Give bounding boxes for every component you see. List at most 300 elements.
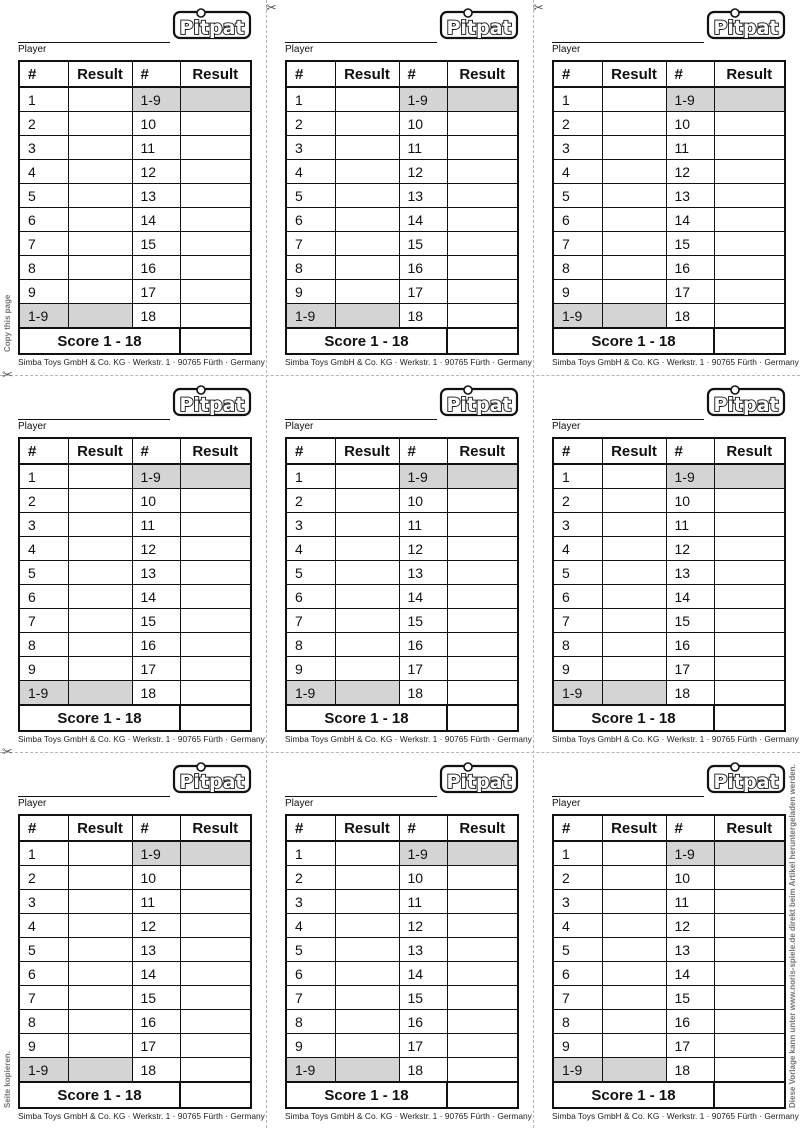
hole-number-left: 5: [286, 561, 335, 585]
result-cell-right[interactable]: [180, 136, 251, 160]
result-cell-right[interactable]: [447, 962, 518, 986]
table-row: [19, 537, 251, 561]
result-cell-left[interactable]: [335, 513, 399, 537]
result-cell-left[interactable]: [602, 160, 666, 184]
result-cell-left[interactable]: [602, 841, 666, 866]
player-name-line[interactable]: [18, 419, 170, 420]
header-result-1: Result: [602, 815, 666, 841]
header-row: [286, 61, 518, 87]
result-cell-left[interactable]: [68, 232, 132, 256]
result-cell-left[interactable]: [335, 537, 399, 561]
hole-number-right: 15: [132, 986, 180, 1010]
result-cell-left[interactable]: [335, 280, 399, 304]
result-cell-left[interactable]: [335, 866, 399, 890]
result-cell-right[interactable]: [447, 160, 518, 184]
table-row: [19, 1034, 251, 1058]
result-cell-right[interactable]: [447, 866, 518, 890]
hole-number-right: 13: [399, 561, 447, 585]
table-row: [286, 208, 518, 232]
result-cell-left[interactable]: [68, 938, 132, 962]
player-label: Player: [552, 798, 581, 809]
result-cell-right[interactable]: [180, 561, 251, 585]
result-cell-right[interactable]: [447, 280, 518, 304]
logo-text: Pitpat: [713, 17, 779, 39]
table-row: [286, 184, 518, 208]
hole-number-left: 1: [553, 87, 602, 112]
table-row: [286, 890, 518, 914]
result-cell-right[interactable]: [180, 280, 251, 304]
hole-number-right: 18: [399, 1058, 447, 1083]
result-cell-right[interactable]: [180, 208, 251, 232]
result-cell-right[interactable]: [447, 914, 518, 938]
header-result-1: Result: [335, 61, 399, 87]
pitpat-logo: [439, 8, 519, 42]
result-cell-left[interactable]: [602, 609, 666, 633]
result-cell-left[interactable]: [602, 585, 666, 609]
result-cell-left[interactable]: [335, 609, 399, 633]
result-cell-right[interactable]: [447, 609, 518, 633]
player-label: Player: [285, 798, 314, 809]
hole-number-right: 11: [132, 136, 180, 160]
result-cell-right[interactable]: [180, 112, 251, 136]
hole-number-left: 8: [19, 1010, 68, 1034]
result-cell-right[interactable]: [447, 986, 518, 1010]
result-cell-right[interactable]: [714, 489, 785, 513]
result-cell-right[interactable]: [180, 1058, 251, 1083]
result-cell-left[interactable]: [602, 513, 666, 537]
table-row: [553, 232, 785, 256]
result-cell-left[interactable]: [335, 489, 399, 513]
result-cell-right[interactable]: [447, 208, 518, 232]
hole-number-left: 4: [286, 914, 335, 938]
header-hole-2: #: [666, 61, 714, 87]
hole-number-left: 4: [553, 160, 602, 184]
hole-number-left: 3: [553, 513, 602, 537]
total-label: Score 1 - 18: [553, 1082, 714, 1108]
result-cell-right[interactable]: [180, 938, 251, 962]
total-result-cell[interactable]: [180, 1082, 251, 1108]
hole-number-right: 18: [132, 304, 180, 329]
result-cell-left[interactable]: [602, 232, 666, 256]
result-cell-right[interactable]: [447, 136, 518, 160]
result-cell-right[interactable]: [180, 256, 251, 280]
result-cell-right[interactable]: [180, 160, 251, 184]
result-cell-left[interactable]: [68, 280, 132, 304]
total-result-cell[interactable]: [714, 705, 785, 731]
result-cell-right[interactable]: [714, 681, 785, 706]
result-cell-right[interactable]: [180, 962, 251, 986]
table-row: [286, 87, 518, 112]
hole-number-right: 11: [666, 136, 714, 160]
result-cell-right[interactable]: [447, 938, 518, 962]
result-cell-right[interactable]: [714, 160, 785, 184]
player-name-line[interactable]: [285, 42, 437, 43]
result-cell-left[interactable]: [68, 914, 132, 938]
result-cell-left[interactable]: [68, 633, 132, 657]
logo-text: Pitpat: [713, 771, 779, 793]
table-row: [19, 681, 251, 706]
hole-number-right: 10: [399, 489, 447, 513]
header-hole-1: #: [553, 61, 602, 87]
result-cell-right[interactable]: [447, 112, 518, 136]
header-result-1: Result: [335, 815, 399, 841]
score-card-7: [18, 754, 265, 1124]
table-row: [553, 1010, 785, 1034]
hole-number-left: 6: [19, 962, 68, 986]
result-cell-left[interactable]: [602, 657, 666, 681]
result-cell-left[interactable]: [602, 280, 666, 304]
result-cell-left[interactable]: [335, 232, 399, 256]
result-cell-right[interactable]: [447, 1058, 518, 1083]
result-cell-left[interactable]: [68, 136, 132, 160]
result-cell-right[interactable]: [447, 561, 518, 585]
result-cell-right[interactable]: [447, 304, 518, 329]
result-cell-right[interactable]: [714, 184, 785, 208]
result-cell-left[interactable]: [335, 208, 399, 232]
hole-number-left: 7: [553, 986, 602, 1010]
result-cell-right: [447, 841, 518, 866]
pitpat-logo: [706, 385, 786, 419]
hole-number-right: 10: [666, 489, 714, 513]
result-cell-left[interactable]: [335, 561, 399, 585]
result-cell-left[interactable]: [68, 841, 132, 866]
table-row: [286, 866, 518, 890]
result-cell-left[interactable]: [68, 657, 132, 681]
result-cell-right[interactable]: [447, 890, 518, 914]
result-cell-left[interactable]: [335, 184, 399, 208]
result-cell-left[interactable]: [68, 464, 132, 489]
result-cell-left[interactable]: [602, 866, 666, 890]
result-cell-left[interactable]: [602, 537, 666, 561]
result-cell-left[interactable]: [68, 208, 132, 232]
result-cell-left[interactable]: [602, 1010, 666, 1034]
hole-number-left: 6: [19, 208, 68, 232]
result-cell-left[interactable]: [602, 890, 666, 914]
result-cell-right[interactable]: [447, 184, 518, 208]
player-name-line[interactable]: [18, 42, 170, 43]
table-row: [553, 208, 785, 232]
result-cell-right[interactable]: [714, 256, 785, 280]
hole-number-left: 8: [553, 1010, 602, 1034]
result-cell-left[interactable]: [68, 513, 132, 537]
hole-number-right: 16: [132, 256, 180, 280]
result-cell-right[interactable]: [180, 914, 251, 938]
result-cell-right[interactable]: [180, 681, 251, 706]
result-cell-left[interactable]: [602, 986, 666, 1010]
result-cell-left[interactable]: [68, 866, 132, 890]
table-row: [553, 184, 785, 208]
result-cell-left[interactable]: [335, 986, 399, 1010]
result-cell-left[interactable]: [68, 537, 132, 561]
result-cell-left[interactable]: [602, 112, 666, 136]
hole-number-left: 1: [286, 87, 335, 112]
result-cell-left[interactable]: [602, 208, 666, 232]
result-cell-left[interactable]: [68, 986, 132, 1010]
table-row: [553, 681, 785, 706]
header-hole-1: #: [553, 815, 602, 841]
result-cell-right[interactable]: [714, 232, 785, 256]
table-row: [19, 986, 251, 1010]
result-cell-left[interactable]: [335, 914, 399, 938]
result-cell-left[interactable]: [602, 464, 666, 489]
total-row: [286, 328, 518, 354]
result-cell-right[interactable]: [180, 537, 251, 561]
result-cell-right[interactable]: [447, 1010, 518, 1034]
result-cell-left[interactable]: [335, 112, 399, 136]
result-cell-left[interactable]: [68, 112, 132, 136]
result-cell-left[interactable]: [68, 1010, 132, 1034]
result-cell-right[interactable]: [447, 633, 518, 657]
result-cell-right[interactable]: [714, 136, 785, 160]
table-row: [553, 112, 785, 136]
total-row: [553, 328, 785, 354]
hole-number-right: 14: [132, 585, 180, 609]
hole-number-left: 4: [19, 160, 68, 184]
footer-address: Simba Toys GmbH & Co. KG · Werkstr. 1 · 90765 Fürth · Germany: [285, 357, 532, 367]
total-row: [553, 1082, 785, 1108]
hole-number-left: 1-9: [286, 681, 335, 706]
result-cell-left[interactable]: [335, 136, 399, 160]
result-cell-left: [602, 1058, 666, 1083]
hole-number-right: 11: [666, 890, 714, 914]
result-cell-left[interactable]: [602, 87, 666, 112]
result-cell-right[interactable]: [714, 609, 785, 633]
result-cell-right[interactable]: [180, 609, 251, 633]
table-row: [286, 489, 518, 513]
table-row: [286, 633, 518, 657]
hole-number-right: 12: [132, 160, 180, 184]
result-cell-left[interactable]: [602, 136, 666, 160]
hole-number-right: 11: [132, 513, 180, 537]
result-cell-right[interactable]: [447, 489, 518, 513]
result-cell-right[interactable]: [714, 914, 785, 938]
result-cell-left[interactable]: [68, 561, 132, 585]
result-cell-left[interactable]: [602, 1034, 666, 1058]
table-row: [286, 1058, 518, 1083]
result-cell-left[interactable]: [335, 1034, 399, 1058]
header-result-1: Result: [602, 438, 666, 464]
header-hole-2: #: [132, 61, 180, 87]
score-table: [552, 814, 786, 1109]
result-cell-right[interactable]: [447, 232, 518, 256]
header-hole-2: #: [399, 438, 447, 464]
result-cell-left[interactable]: [602, 633, 666, 657]
hole-number-left: 1: [19, 841, 68, 866]
result-cell-right[interactable]: [180, 866, 251, 890]
hole-number-right: 14: [399, 585, 447, 609]
result-cell-left[interactable]: [335, 1010, 399, 1034]
result-cell-right: [180, 841, 251, 866]
table-row: [19, 208, 251, 232]
result-cell-left[interactable]: [602, 561, 666, 585]
result-cell-left[interactable]: [335, 633, 399, 657]
hole-number-right: 13: [132, 561, 180, 585]
result-cell-right: [447, 87, 518, 112]
score-table: [285, 437, 519, 732]
result-cell-right[interactable]: [447, 537, 518, 561]
result-cell-left[interactable]: [335, 841, 399, 866]
total-result-cell[interactable]: [447, 705, 518, 731]
hole-number-left: 9: [19, 280, 68, 304]
total-result-cell[interactable]: [180, 705, 251, 731]
table-row: [286, 561, 518, 585]
result-cell-left[interactable]: [602, 489, 666, 513]
result-cell-right[interactable]: [447, 1034, 518, 1058]
total-label: Score 1 - 18: [19, 1082, 180, 1108]
logo-text: Pitpat: [179, 771, 245, 793]
result-cell-left[interactable]: [335, 962, 399, 986]
footer-address: Simba Toys GmbH & Co. KG · Werkstr. 1 · 90765 Fürth · Germany: [18, 357, 265, 367]
result-cell-right[interactable]: [714, 1010, 785, 1034]
total-label: Score 1 - 18: [19, 328, 180, 354]
player-name-line[interactable]: [552, 796, 704, 797]
result-cell-right[interactable]: [447, 681, 518, 706]
hole-number-left: 7: [19, 986, 68, 1010]
result-cell-right[interactable]: [714, 657, 785, 681]
result-cell-left[interactable]: [335, 160, 399, 184]
header-result-2: Result: [714, 438, 785, 464]
result-cell-left[interactable]: [68, 87, 132, 112]
result-cell-right[interactable]: [180, 657, 251, 681]
result-cell-right[interactable]: [714, 585, 785, 609]
hole-number-right: 17: [399, 1034, 447, 1058]
result-cell-left[interactable]: [602, 184, 666, 208]
hole-number-right: 17: [666, 657, 714, 681]
result-cell-right[interactable]: [714, 561, 785, 585]
hole-number-left: 2: [286, 489, 335, 513]
result-cell-left[interactable]: [68, 184, 132, 208]
table-row: [553, 537, 785, 561]
pitpat-logo-icon: [441, 9, 517, 39]
result-cell-right[interactable]: [714, 280, 785, 304]
result-cell-right[interactable]: [714, 537, 785, 561]
result-cell-right[interactable]: [180, 304, 251, 329]
result-cell-left[interactable]: [68, 489, 132, 513]
player-label: Player: [18, 798, 47, 809]
hole-number-right: 17: [132, 1034, 180, 1058]
result-cell-right[interactable]: [714, 938, 785, 962]
table-row: [553, 609, 785, 633]
result-cell-right[interactable]: [714, 633, 785, 657]
result-cell-left[interactable]: [335, 464, 399, 489]
result-cell-right[interactable]: [180, 1034, 251, 1058]
pitpat-logo-icon: [174, 9, 250, 39]
result-cell-left: [335, 304, 399, 329]
result-cell-right[interactable]: [180, 585, 251, 609]
result-cell-left[interactable]: [68, 1034, 132, 1058]
result-cell-right[interactable]: [714, 1058, 785, 1083]
hole-number-right: 10: [132, 866, 180, 890]
table-row: [553, 890, 785, 914]
player-name-line[interactable]: [18, 796, 170, 797]
hole-number-left: 3: [286, 136, 335, 160]
result-cell-right[interactable]: [180, 489, 251, 513]
table-row: [286, 609, 518, 633]
result-cell-right[interactable]: [447, 256, 518, 280]
score-card-5: [285, 377, 532, 747]
cut-guide-vertical-2: [533, 0, 534, 1128]
table-row: [286, 232, 518, 256]
result-cell-left[interactable]: [68, 585, 132, 609]
result-cell-right: [180, 87, 251, 112]
total-result-cell[interactable]: [447, 328, 518, 354]
pitpat-logo-icon: [708, 763, 784, 793]
result-cell-right[interactable]: [714, 112, 785, 136]
score-table: [285, 60, 519, 355]
result-cell-right[interactable]: [714, 866, 785, 890]
result-cell-left[interactable]: [68, 160, 132, 184]
table-row: [19, 464, 251, 489]
total-result-cell[interactable]: [447, 1082, 518, 1108]
result-cell-right[interactable]: [180, 232, 251, 256]
result-cell-left[interactable]: [68, 609, 132, 633]
total-row: [286, 1082, 518, 1108]
hole-number-left: 5: [19, 561, 68, 585]
result-cell-right[interactable]: [180, 513, 251, 537]
player-name-line[interactable]: [285, 419, 437, 420]
result-cell-right[interactable]: [714, 986, 785, 1010]
result-cell-right[interactable]: [447, 513, 518, 537]
result-cell-right[interactable]: [447, 657, 518, 681]
hole-number-right: 12: [666, 160, 714, 184]
result-cell-right[interactable]: [714, 208, 785, 232]
result-cell-left[interactable]: [335, 657, 399, 681]
hole-number-left: 2: [19, 489, 68, 513]
player-name-line[interactable]: [552, 42, 704, 43]
result-cell-right[interactable]: [180, 1010, 251, 1034]
result-cell-right[interactable]: [180, 184, 251, 208]
table-row: [286, 537, 518, 561]
hole-number-right: 15: [666, 232, 714, 256]
result-cell-right[interactable]: [180, 633, 251, 657]
result-cell-right[interactable]: [447, 585, 518, 609]
table-row: [286, 280, 518, 304]
result-cell-left[interactable]: [68, 256, 132, 280]
total-result-cell[interactable]: [180, 328, 251, 354]
hole-number-right: 12: [132, 914, 180, 938]
total-result-cell[interactable]: [714, 328, 785, 354]
hole-number-right: 18: [399, 681, 447, 706]
result-cell-left[interactable]: [602, 938, 666, 962]
player-name-line[interactable]: [552, 419, 704, 420]
header-row: [553, 438, 785, 464]
result-cell-left[interactable]: [602, 914, 666, 938]
result-cell-left[interactable]: [68, 890, 132, 914]
player-name-line[interactable]: [285, 796, 437, 797]
hole-number-right: 15: [132, 609, 180, 633]
result-cell-right[interactable]: [714, 513, 785, 537]
result-cell-left[interactable]: [335, 938, 399, 962]
result-cell-right[interactable]: [714, 304, 785, 329]
result-cell-right[interactable]: [180, 890, 251, 914]
result-cell-left[interactable]: [335, 256, 399, 280]
result-cell-right[interactable]: [714, 890, 785, 914]
result-cell-left[interactable]: [602, 256, 666, 280]
hole-number-right: 13: [132, 938, 180, 962]
score-table: [285, 814, 519, 1109]
result-cell-left[interactable]: [335, 87, 399, 112]
result-cell-left[interactable]: [335, 585, 399, 609]
result-cell-right[interactable]: [714, 962, 785, 986]
result-cell-left[interactable]: [335, 890, 399, 914]
result-cell-left[interactable]: [68, 962, 132, 986]
result-cell-right[interactable]: [180, 986, 251, 1010]
total-result-cell[interactable]: [714, 1082, 785, 1108]
header-result-1: Result: [335, 438, 399, 464]
result-cell-left[interactable]: [602, 962, 666, 986]
pitpat-logo-icon: [174, 763, 250, 793]
result-cell-right[interactable]: [714, 1034, 785, 1058]
